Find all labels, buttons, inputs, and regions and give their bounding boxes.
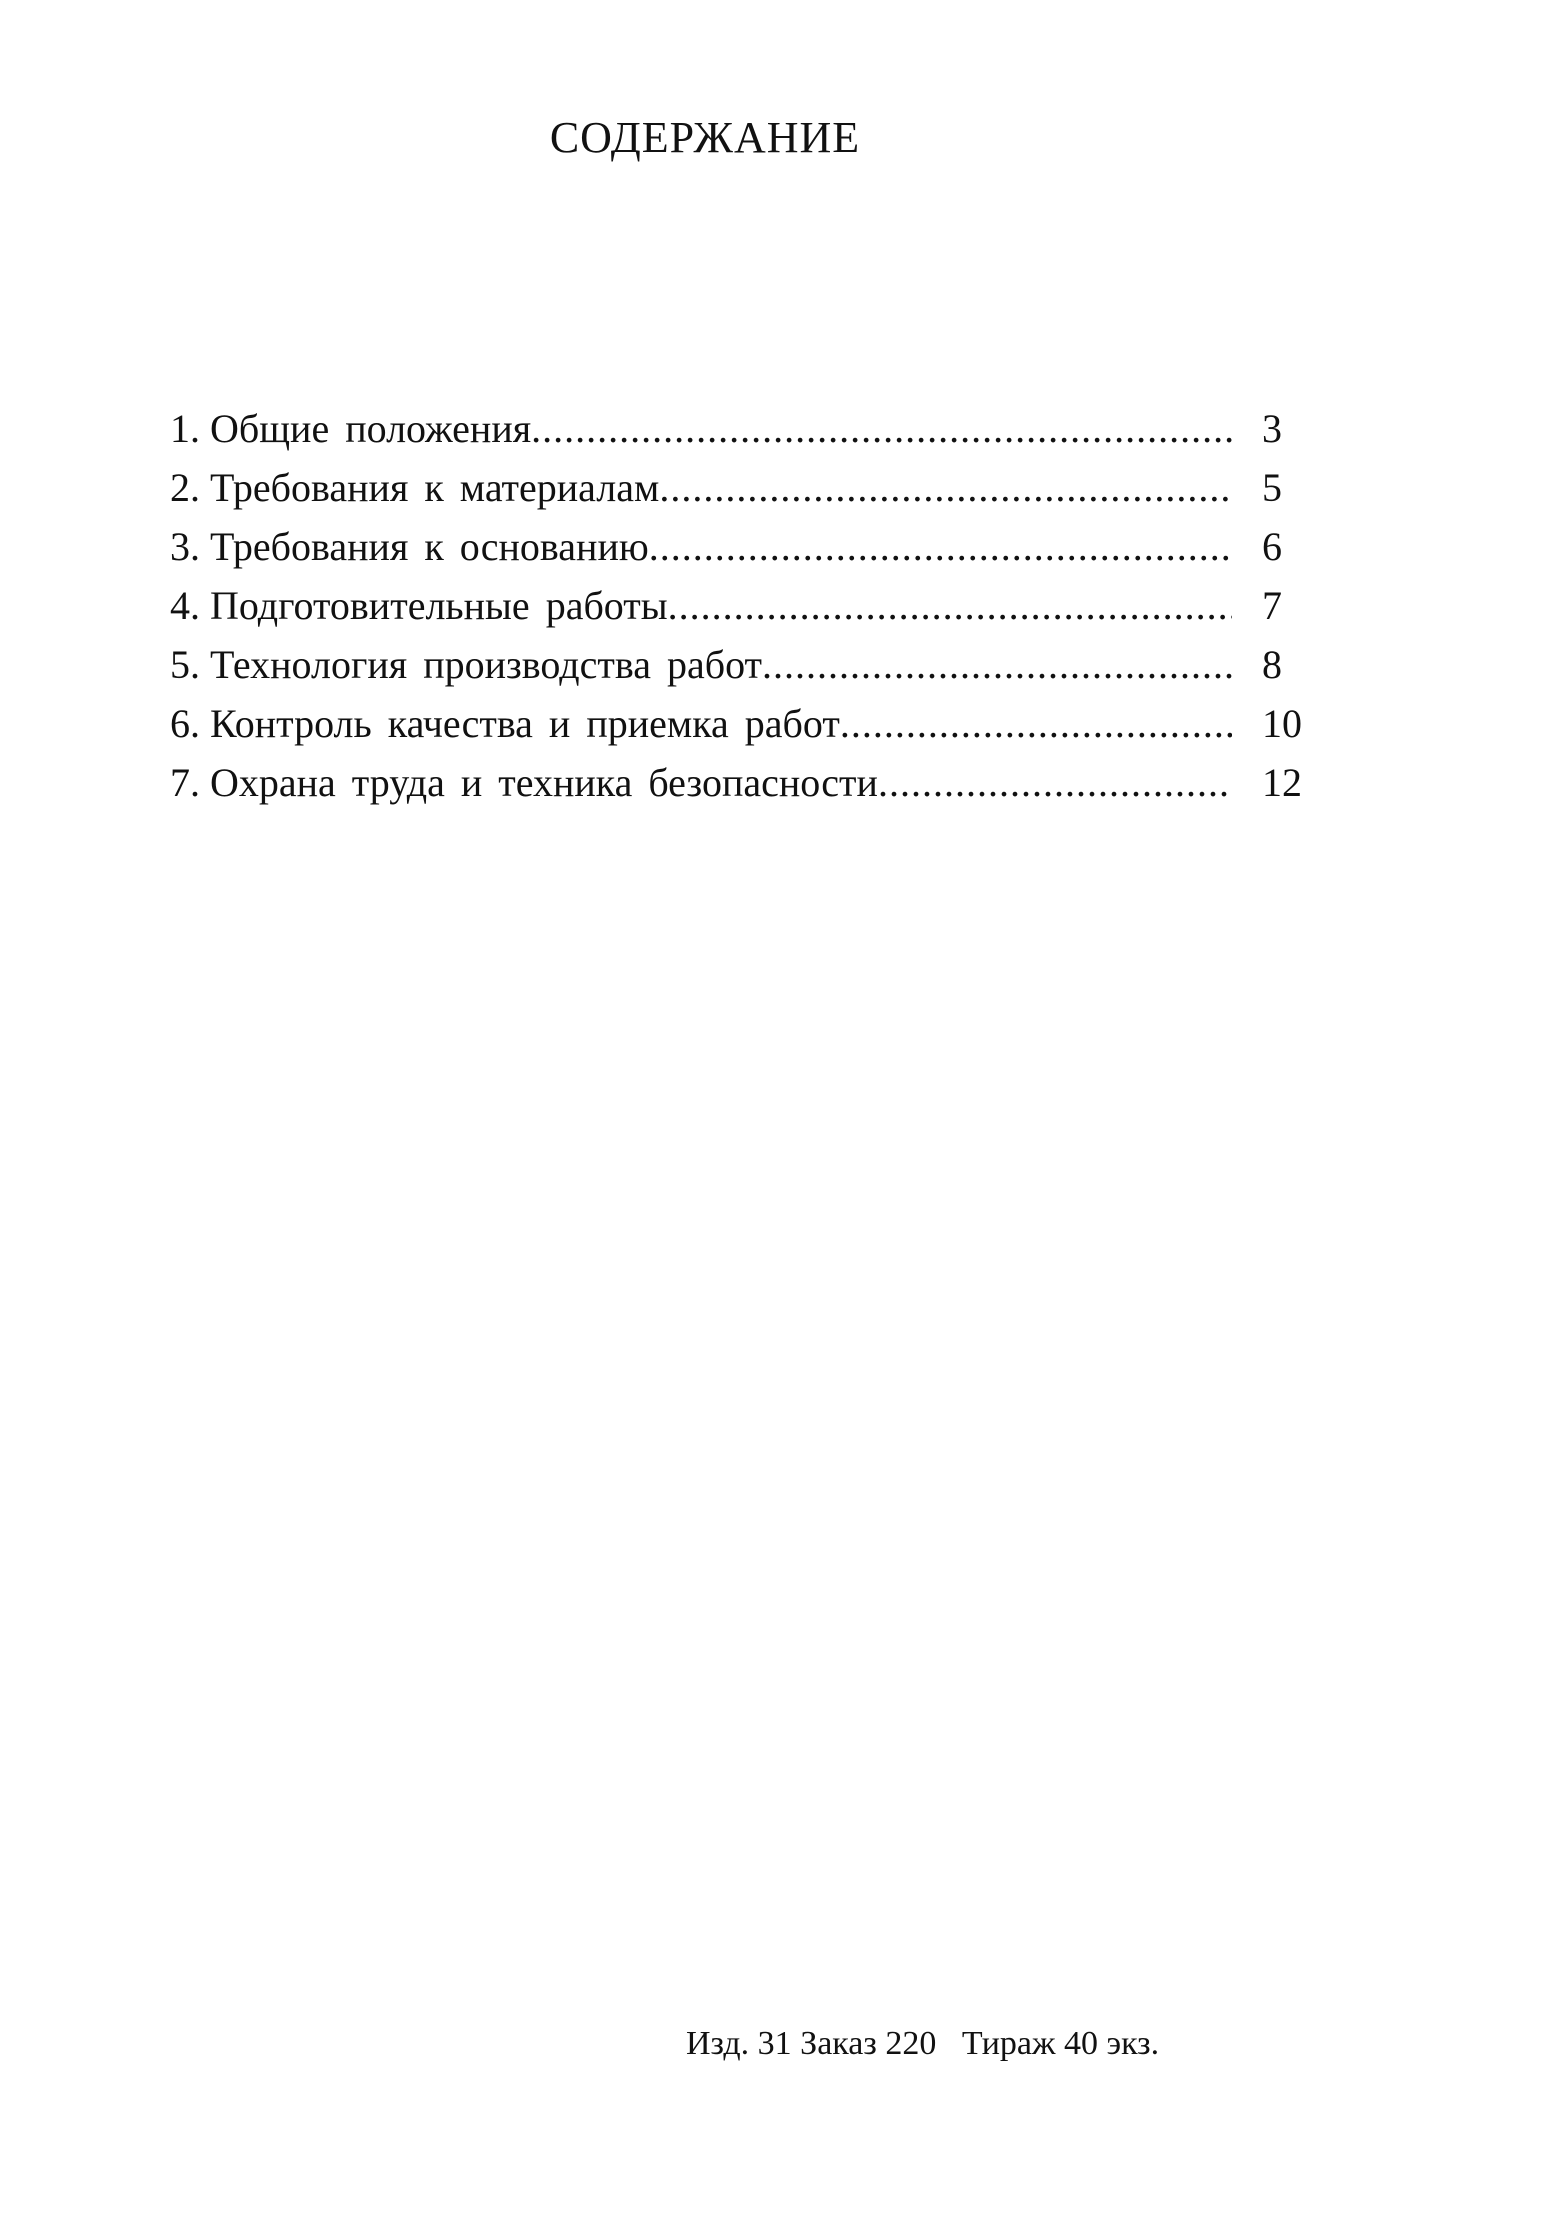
toc-entry-number: 1. <box>170 406 200 451</box>
toc-entry-title: Общие положения <box>210 406 532 451</box>
toc-entry-title: Требования к основанию <box>210 524 649 569</box>
toc-entry-page: 8 <box>1262 642 1282 687</box>
toc-entry <box>170 523 1342 582</box>
dot-leader <box>668 582 1232 629</box>
toc-entry <box>170 464 1342 523</box>
toc-entry <box>170 759 1342 818</box>
toc-entry-number: 2. <box>170 465 200 510</box>
toc-entry-number: 4. <box>170 583 200 628</box>
dot-leader <box>840 700 1232 747</box>
toc-entry-title: Контроль качества и приемка работ <box>210 701 840 746</box>
toc-entry <box>170 641 1342 700</box>
toc-entry-page: 12 <box>1262 760 1302 805</box>
toc-entry-page: 3 <box>1262 406 1282 451</box>
dot-leader <box>659 464 1232 511</box>
table-of-contents <box>170 405 1342 818</box>
toc-entry-page: 10 <box>1262 701 1302 746</box>
toc-entry-title: Требования к материалам <box>210 465 660 510</box>
dot-leader <box>531 405 1232 452</box>
page-title: СОДЕРЖАНИЕ <box>549 113 861 162</box>
toc-entry-page: 7 <box>1262 583 1282 628</box>
toc-entry-number: 7. <box>170 760 200 805</box>
toc-entry-page: 5 <box>1262 465 1282 510</box>
toc-entry-title: Охрана труда и техника безопасности <box>210 760 878 805</box>
dot-leader <box>878 759 1232 806</box>
toc-entry-page: 6 <box>1262 524 1282 569</box>
dot-leader <box>762 641 1232 688</box>
publication-imprint: Изд. 31 Заказ 220 Тираж 40 экз. <box>686 2025 1160 2062</box>
dot-leader <box>649 523 1232 570</box>
toc-entry-title: Подготовительные работы <box>210 583 668 628</box>
toc-entry <box>170 700 1342 759</box>
toc-entry <box>170 582 1342 641</box>
toc-entry-number: 3. <box>170 524 200 569</box>
toc-entry-number: 6. <box>170 701 200 746</box>
toc-entry-number: 5. <box>170 642 200 687</box>
toc-entry <box>170 405 1342 464</box>
toc-entry-title: Технология производства работ <box>210 642 763 687</box>
